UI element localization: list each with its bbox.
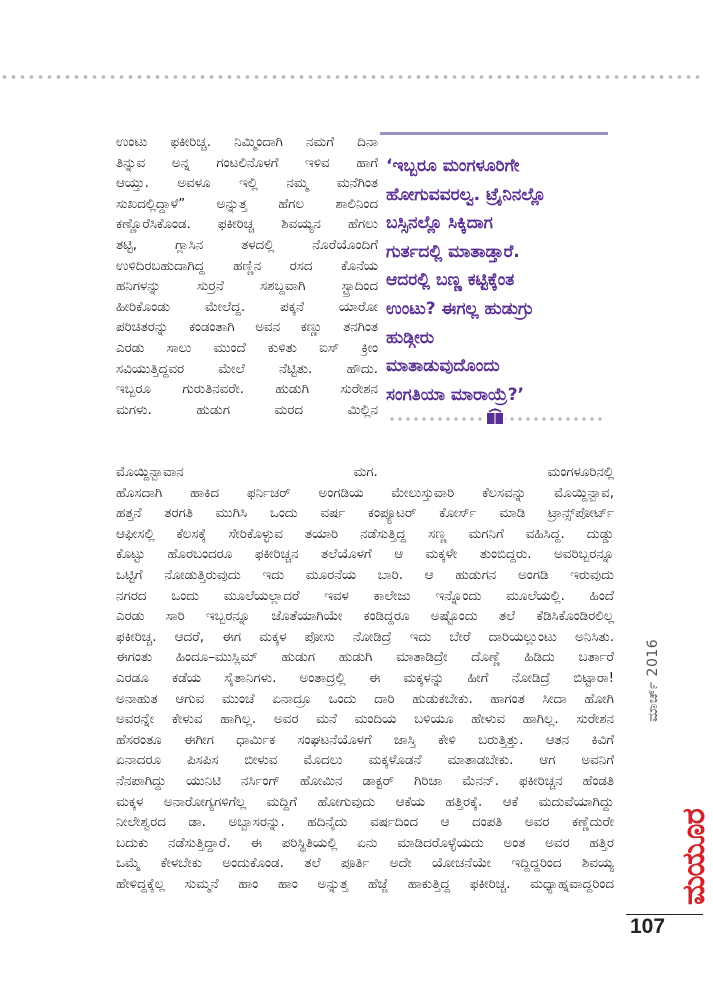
text-line: ಪರಿಚಿತರನ್ನು ಕಂಡಂತಾಗಿ ಅವನ ಕಣ್ಣು ತನಗಿಂತ — [116, 320, 378, 336]
text-line: ಅವರನ್ನೇ ಕೇಳುವ ಹಾಗಿಲ್ಲ. ಅವರ ಮನೆ ಮಂದಿಯ ಬಳಿಯೂ ಹೇಳುವ ಹಾಗಿಲ್ಲ. ಸುರೇಶನ — [116, 712, 614, 728]
text-line: ತಿನ್ನುವ ಅನ್ನ ಗಂಟಲಿನೊಳಗೆ ಇಳಿವ ಹಾಗೆ — [116, 155, 378, 171]
book-icon — [485, 406, 505, 426]
pull-quote-line: ಗುರ್ತದಲ್ಲಿ ಮಾತಾಡ್ತಾರೆ. — [386, 241, 520, 262]
text-line: ಆಯ್ತು. ಅವಳೂ ಇಲ್ಲಿ ನಮ್ಮ ಮನೆಗಿಂತ — [116, 176, 378, 192]
article-left-column — [116, 133, 378, 421]
text-line: ಸವಿಯುತ್ತಿದ್ದವರ ಮೇಲೆ ನೆಟ್ಟಿತು. ಹೌದು. — [116, 361, 378, 377]
page-number: 107 — [630, 915, 666, 938]
text-line: ಎರಡು ಸಾರಿ ಇಬ್ಬರನ್ನೂ ಜೊತೆಯಾಗಿಯೇ ಕಂಡಿದ್ದರೂ ಅಷ್ಟೊಂದು ತಲೆ ಕೆಡಿಸಿಕೊಂಡಿರಲಿಲ್ಲ — [116, 609, 614, 625]
text-line: ಅನಾಹುತ ಆಗುವ ಮುಂಚೆ ಏನಾದ್ರೂ ಒಂದು ದಾರಿ ಹುಡುಕಬೇಕು. ಹಾಗಂತ ಸೀದಾ ಹೋಗಿ — [116, 691, 614, 707]
text-line: ಹೀರಿಕೊಂಡು ಮೇಲೆದ್ದ. ಪಕ್ಕನೆ ಯಾರೋ — [116, 299, 378, 315]
pull-quote-line: ಹುಡ್ಗೀರು — [386, 327, 435, 348]
text-line: ಫಕೀರಿಚ್ಚ. ಆದರೆ, ಈಗ ಮಕ್ಕಳ ಪೋಸು ನೋಡಿದ್ರೆ ಇದು ಬೇರೆ ದಾರಿಯಲ್ಲುಂಟು ಅನಿಸಿತು. — [116, 629, 614, 645]
text-line: ಎರಡೂ ಕಡೆಯ ಸೈತಾನಿಗಳು. ಅಂತಾದ್ರಲ್ಲಿ ಈ ಮಕ್ಕಳನ್ನು ಹೀಗೆ ನೋಡಿದ್ರೆ ಬಿಟ್ಟಾರಾ! — [116, 670, 614, 686]
text-line: ನೀಲೇಶ್ವರದ ಡಾ. ಅಬ್ಬಾಸರನ್ನು. ಹದಿನೈದು ವರ್ಷದಿಂದ ಆ ದಂಪತಿ ಅವರ ಕಣ್ಣೆದುರೇ — [116, 815, 614, 831]
issue-date: ಮಾರ್ಚ್ 2016 — [645, 638, 661, 722]
text-line: ಹೆಸರಂತೂ ಈಗೀಗ ಧಾರ್ಮಿಕ ಸಂಘಟನೆಯೊಳಗೆ ಜಾಸ್ತಿ ಕೇಳಿ ಬರುತ್ತಿತ್ತು. ಆತನ ಕಿವಿಗೆ — [116, 732, 614, 748]
top-dotted-rule — [0, 74, 703, 80]
pull-quote-top-rule — [380, 132, 608, 135]
text-line: ಇಬ್ಬರೂ ಗುರುತಿನವರೇ. ಹುಡುಗಿ ಸುರೇಶನ — [116, 382, 378, 398]
text-line: ಹತ್ತನೆ ತರಗತಿ ಮುಗಿಸಿ ಒಂದು ವರ್ಷ ಕಂಪ್ಯೂಟರ್ ಕೋರ್ಸ್ ಮಾಡಿ ಟ್ರಾನ್ಸ್‌ಪೋರ್ಟ್ — [116, 506, 614, 522]
pull-quote-line: ‘ಇಬ್ಬರೂ ಮಂಗಳೂರಿಗೇ — [386, 156, 520, 176]
pull-quote-line: ಬಸ್ಸಿನಲ್ಲೊ ಸಿಕ್ಕಿದಾಗ — [386, 213, 493, 234]
text-line: ಮಕ್ಕಳ ಅನಾರೋಗ್ಯಗಳಿಗೆಲ್ಲ ಮದ್ದಿಗೆ ಹೋಗುವುದು ಆಕೆಯ ಹತ್ತಿರಕ್ಕೆ. ಆಕೆ ಮದುವೆಯಾಗಿದ್ದು — [116, 794, 614, 810]
text-line: ಸುಖದಲ್ಲಿದ್ದಾಳೆ” ಅನ್ನುತ್ತ ಹೆಗಲ ಶಾಲಿನಿಂದ — [116, 196, 378, 212]
text-line: ಒಟ್ಟಿಗೆ ನೋಡುತ್ತಿರುವುದು ಇದು ಮೂರನೆಯ ಬಾರಿ. ಆ ಹುಡುಗನ ಅಂಗಡಿ ಇರುವುದು — [116, 567, 614, 583]
text-line: ಮೊಯ್ದಿನ್ಬಾವಾನ ಮಗ. ಮಂಗಳೂರಿನಲ್ಲಿ — [116, 465, 614, 480]
text-line: ಹೊಸದಾಗಿ ಹಾಕಿದ ಫರ್ನಿಚರ್ ಅಂಗಡಿಯ ಮೇಲುಸ್ತುವಾರಿ ಕೆಲಸವನ್ನು ಮೊಯ್ದಿನ್ಬಾವ, — [116, 485, 614, 501]
text-line: ಏನಾದರೂ ಪಿಸಪಿಸ ಬೀಳುವ ಮೊದಲು ಮಕ್ಕಳೊಡನೆ ಮಾತಾಡಬೇಕು. ಆಗ ಅವನಿಗೆ — [116, 753, 614, 769]
text-line: ಕಣ್ಣೊರೆಸಿಕೊಂಡ. ಫಕೀರಿಚ್ಚ ಶಿವಯ್ಯನ ಹೆಗಲು — [116, 217, 378, 233]
text-line: ಈಗಂತು ಹಿಂದೂ–ಮುಸ್ಲಿಮ್ ಹುಡುಗ ಹುಡುಗಿ ಮಾತಾಡಿದ್ರೇ ದೊಣ್ಣೆ ಹಿಡಿದು ಬರ್ತಾರೆ — [116, 650, 614, 666]
pull-quote-text — [386, 152, 608, 409]
pull-quote-line: ಹೋಗುವವರಲ್ವ. ಟ್ರೈನಿನಲ್ಲೊ — [386, 184, 546, 205]
text-line: ಎರಡು ಸಾಲು ಮುಂದೆ ಕುಳಿತು ಐಸ್ ಕ್ರೀಂ — [116, 340, 378, 356]
text-line: ನೆನಪಾಗಿದ್ದು ಯುನಿಟಿ ನರ್ಸಿಂಗ್ ಹೋಮಿನ ಡಾಕ್ಟರ್ ಗಿರಿಜಾ ಮೆನನ್. ಫಕೀರಿಚ್ಚನ ಹೆಂಡತಿ — [116, 773, 614, 789]
pull-quote-line: ಆದರಲ್ಲಿ ಬಣ್ಣ ಕಟ್ಟಿಕ್ಕೆಂತ — [386, 270, 515, 291]
text-line: ಮಗಳು. ಹುಡುಗ ಮರದ ಮಿಲ್ಲಿನ — [116, 402, 378, 418]
article-full-width-column — [116, 463, 614, 895]
text-line: ಹೇಳಿದ್ದಕ್ಕೆಲ್ಲ ಸುಮ್ಮನೆ ಹಾಂ ಹಾಂ ಅನ್ನುತ್ತ ಹೆಜ್ಜೆ ಹಾಕುತ್ತಿದ್ದ ಫಕೀರಿಚ್ಚ. ಮಧ್ಯಾಹ್ನವಾದ್ದರಿಂದ — [116, 876, 614, 892]
text-line: ಉಂಟು ಫಕೀರಿಚ್ಚ. ನಿಮ್ಮಿಂದಾಗಿ ನಮಗೆ ದಿನಾ — [116, 135, 378, 150]
pull-quote — [380, 132, 608, 424]
text-line: ಆಫೀಸಲ್ಲಿ ಕೆಲಸಕ್ಕೆ ಸೇರಿಕೊಳ್ಳುವ ತಯಾರಿ ನಡೆಸುತ್ತಿದ್ದ ಸಣ್ಣ ಮಗನಿಗೆ ವಹಿಸಿದ್ದ. ದುಡ್ಡು — [116, 526, 614, 542]
pull-quote-line: ಉಂಟು? ಈಗಲ್ಲ ಹುಡುಗ್ರು — [386, 298, 534, 319]
text-line: ಉಳಿದಿರಬಹುದಾಗಿದ್ದ ಹಣ್ಣಿನ ರಸದ ಕೊನೆಯ — [116, 258, 378, 274]
text-line: ಬದುಕು ನಡೆಸುತ್ತಿದ್ದಾರೆ. ಈ ಪರಿಸ್ಥಿತಿಯಲ್ಲಿ ಏನು ಮಾಡಿದರೊಳ್ಳೆಯದು ಅಂತ ಅವರ ಹತ್ತಿರ — [116, 835, 614, 851]
text-line: ಹನಿಗಳನ್ನು ಸುರ್ರನೆ ಸಶಬ್ದವಾಗಿ ಸ್ಟ್ರಾದಿಂದ — [116, 279, 378, 295]
text-line: ಕೊಟ್ಟು ಹೊರಬಂದರೂ ಫಕೀರಿಚ್ಚನ ತಲೆಯೊಳಗೆ ಆ ಮಕ್ಕಳೇ ತುಂಬಿದ್ದರು. ಅವರಿಬ್ಬರನ್ನೂ — [116, 547, 614, 563]
magazine-logo: ಮಯೂರ — [676, 809, 712, 905]
text-line: ಒಮ್ಮೆ ಕೇಳಬೇಕು ಅಂದುಕೊಂಡ. ತಲೆ ಪೂರ್ತಿ ಅದೇ ಯೋಚನೆಯೇ ಇದ್ದಿದ್ದರಿಂದ ಶಿವಯ್ಯ — [116, 856, 614, 872]
text-line: ನಗರದ ಒಂದು ಮೂಲೆಯಲ್ಲಾದರೆ ಇವಳ ಕಾಲೇಜು ಇನ್ನೊಂದು ಮೂಲೆಯಲ್ಲಿ. ಹಿಂದೆ — [116, 588, 614, 604]
text-line: ತಟ್ಟಿ, ಗ್ಲಾಸಿನ ತಳದಲ್ಲಿ ನೊರೆಯೊಂದಿಗೆ — [116, 237, 378, 253]
pull-quote-line: ಸಂಗತಿಯಾ ಮಾರಾಯ್ರೆ?’ — [386, 384, 525, 405]
pull-quote-line: ಮಾತಾಡುವುದೊಂದು — [386, 356, 500, 377]
